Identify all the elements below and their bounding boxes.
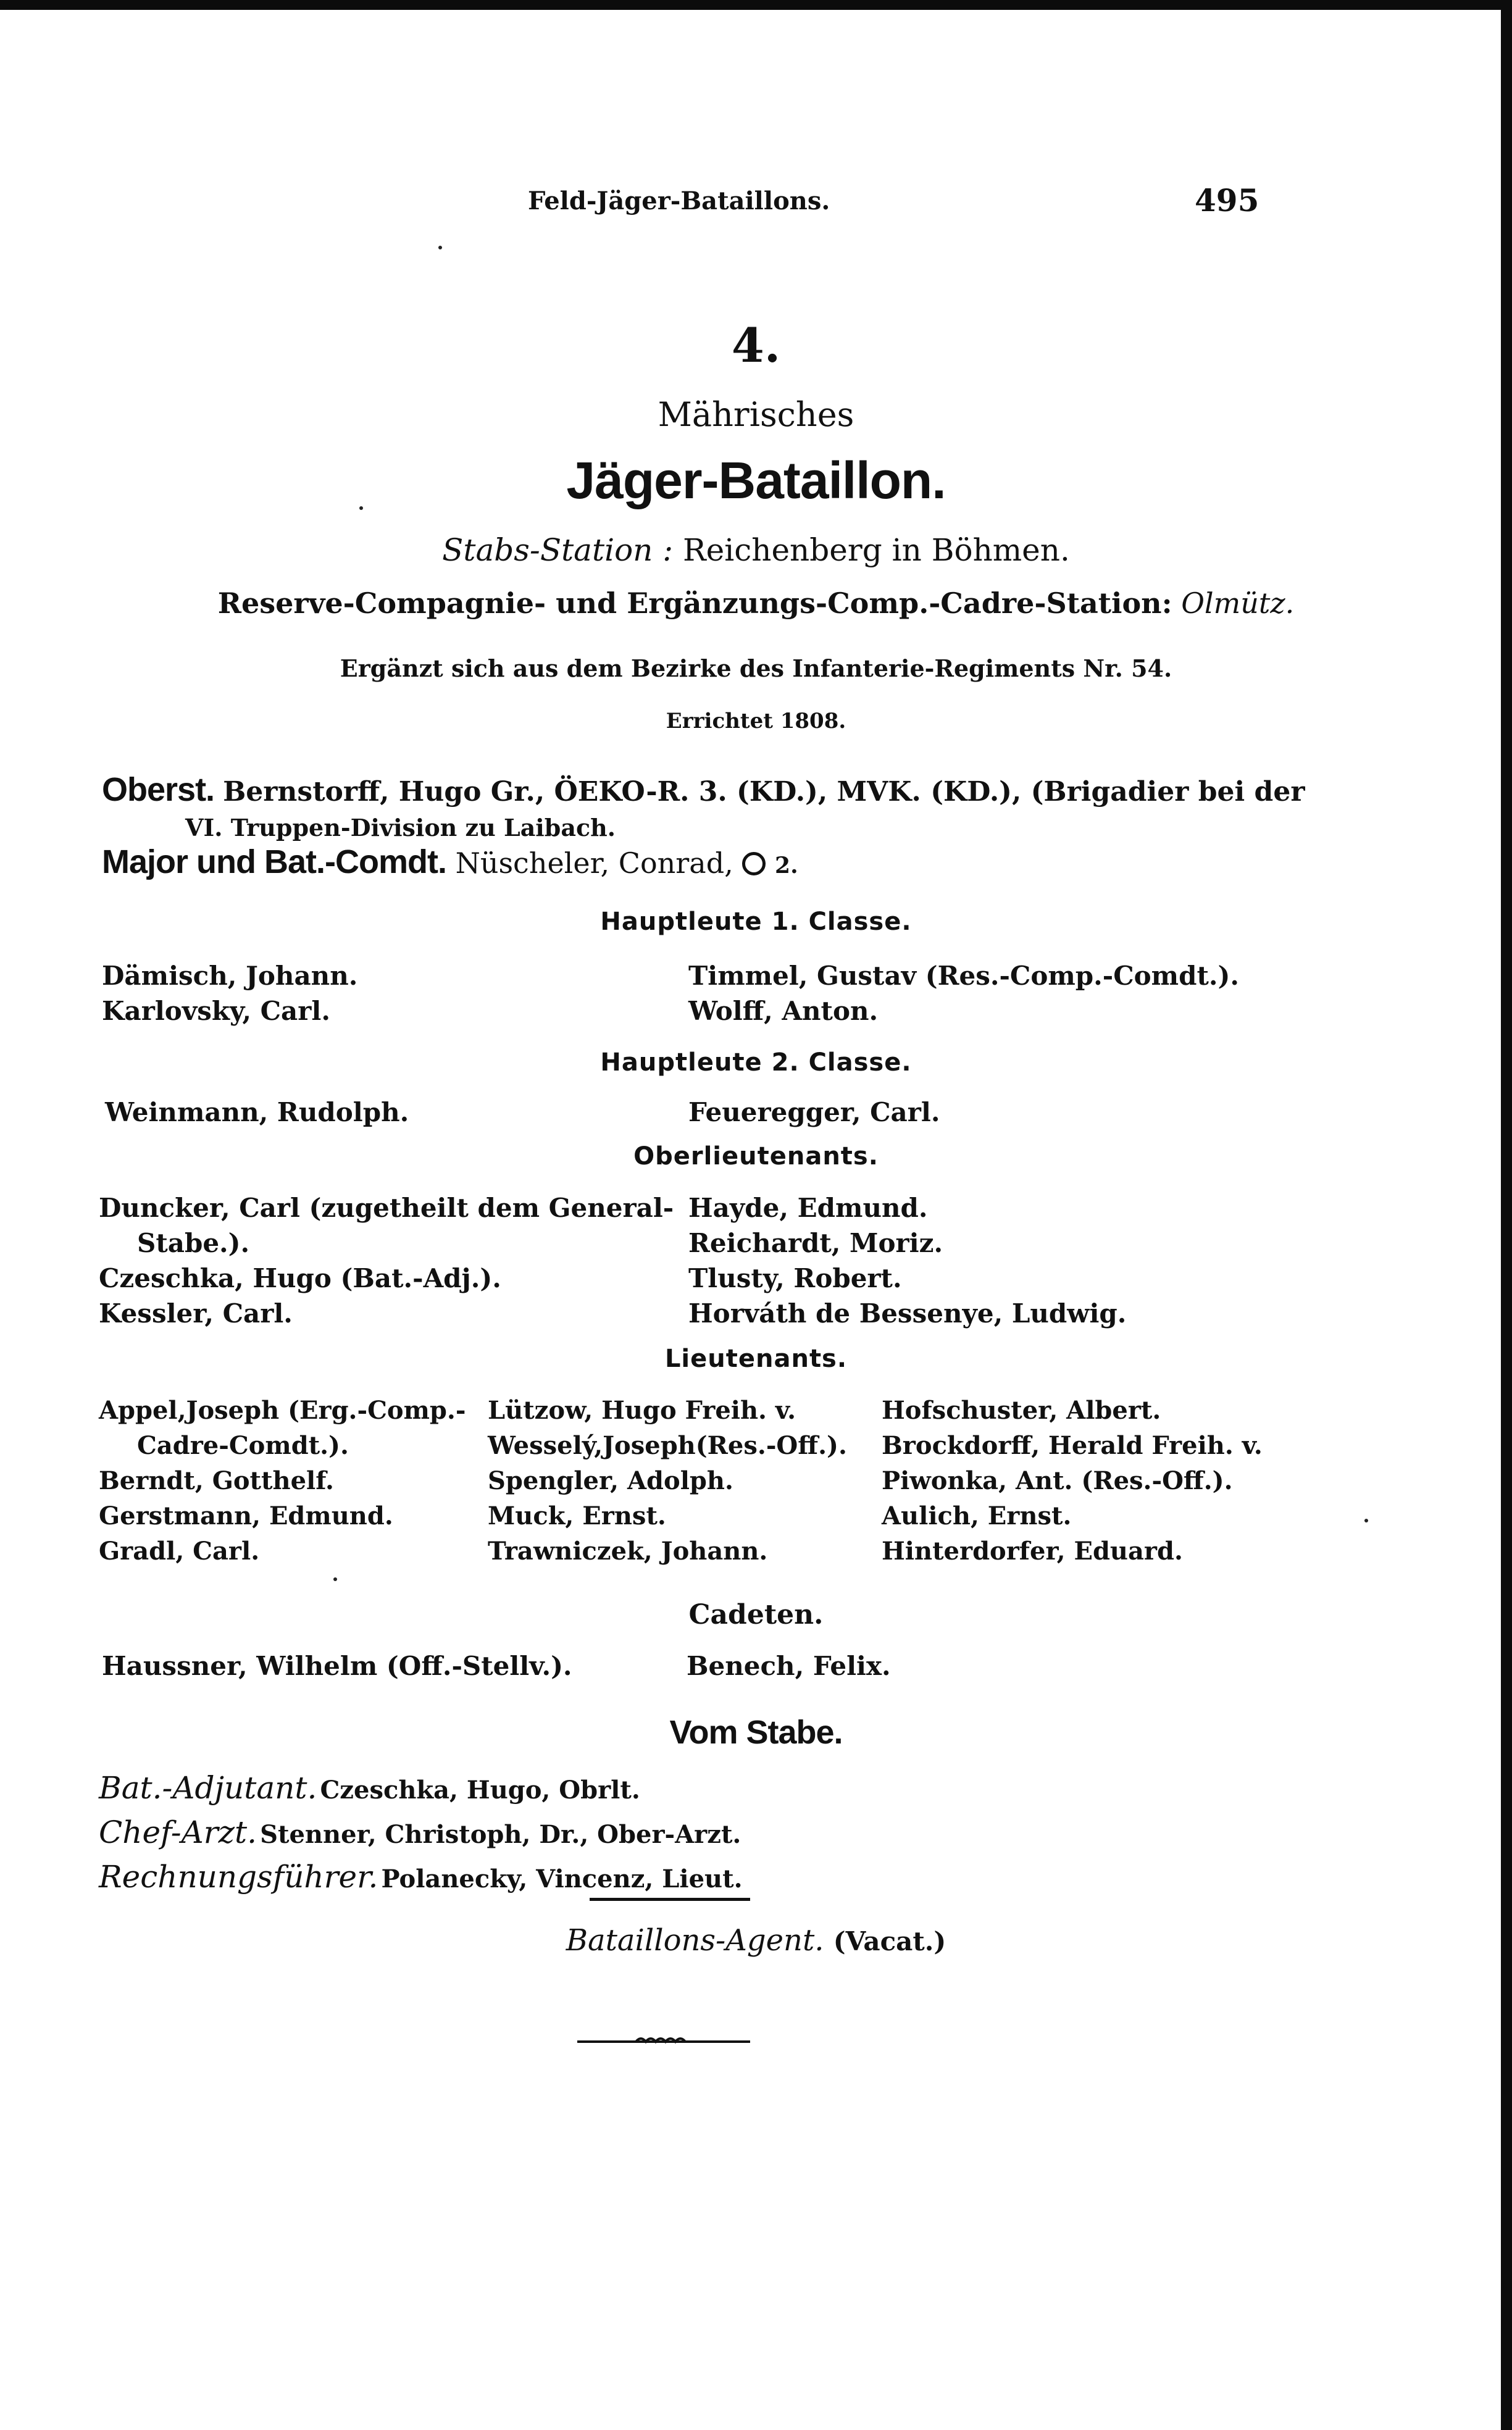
oberst-line-1 (102, 770, 1305, 809)
agent-value: (Vacat.) (833, 1926, 946, 1956)
stab-row (99, 1769, 743, 1814)
page-title: Jäger-Bataillon. (566, 451, 946, 509)
oberst-entry: Bernstorff, Hugo Gr., ÖEKO-R. 3. (KD.), MVK. (KD.), (Brigadier bei der (223, 776, 1305, 808)
lieutenants-heading: Lieutenants. (664, 1345, 848, 1373)
lieutenants-col-1 (99, 1393, 466, 1569)
stab-value: Stenner, Christoph, Dr., Ober-Arzt. (260, 1820, 741, 1849)
errichtet-line: Errichtet 1808. (666, 709, 846, 733)
page-number: 495 (1195, 182, 1259, 219)
title-line-1: Mährisches (658, 395, 854, 434)
list-item: Berndt, Gotthelf. (99, 1466, 334, 1495)
hauptleute-1-left (102, 958, 357, 1029)
stabs-station-value: Reichenberg in Böhmen. (683, 532, 1070, 568)
list-item: Feueregger, Carl. (688, 1097, 940, 1127)
list-item: Lützow, Hugo Freih. v. (488, 1396, 796, 1425)
list-item: Piwonka, Ant. (Res.-Off.). (882, 1466, 1233, 1495)
list-item: Wesselý,Joseph(Res.-Off.). (488, 1431, 847, 1460)
lieutenants-col-2 (488, 1393, 847, 1569)
hauptleute-2-right (688, 1095, 940, 1130)
agent-label: Bataillons-Agent. (566, 1923, 824, 1958)
list-item: Czeschka, Hugo (Bat.-Adj.). (99, 1263, 501, 1293)
oberst-line-2: VI. Truppen-Division zu Laibach. (185, 814, 616, 841)
scan-speck (333, 1577, 337, 1581)
agent-line (0, 1923, 1512, 1958)
major-rank: Major und Bat.-Comdt. (102, 843, 446, 880)
stab-label: Bat.-Adjutant. (99, 1770, 317, 1806)
list-item: Appel,Joseph (Erg.-Comp.- (99, 1396, 466, 1425)
list-item: Hayde, Edmund. (688, 1193, 928, 1223)
list-item: Tlusty, Robert. (688, 1263, 902, 1293)
list-item: Wolff, Anton. (688, 996, 879, 1026)
list-item: Timmel, Gustav (Res.-Comp.-Comdt.). (688, 961, 1239, 991)
list-item: Horváth de Bessenye, Ludwig. (688, 1298, 1127, 1329)
list-item: Stabe.). (137, 1228, 250, 1258)
stab-list (99, 1769, 743, 1903)
running-title: Feld-Jäger-Bataillons. (528, 186, 830, 215)
list-item: Kessler, Carl. (99, 1298, 293, 1329)
lieutenants-col-3 (882, 1393, 1263, 1569)
list-item: Duncker, Carl (zugetheilt dem General- (99, 1193, 674, 1223)
divider-rule (590, 1898, 750, 1901)
stab-row (99, 1858, 743, 1903)
list-item: Dämisch, Johann. (102, 961, 358, 991)
end-flourish (577, 2028, 750, 2053)
hauptleute-2-heading: Hauptleute 2. Classe. (600, 1048, 912, 1077)
hauptleute-1-heading: Hauptleute 1. Classe. (600, 908, 912, 936)
vom-stabe-heading: Vom Stabe. (669, 1714, 843, 1751)
stab-label: Chef-Arzt. (99, 1814, 257, 1850)
scan-speck (438, 246, 442, 249)
major-line (102, 843, 798, 881)
list-item: Gerstmann, Edmund. (99, 1501, 393, 1530)
stabs-station-label: Stabs-Station : (442, 532, 674, 568)
list-item: Aulich, Ernst. (882, 1501, 1072, 1530)
reserve-station-label: Reserve-Compagnie- und Ergänzungs-Comp.-Cadre-Station: (217, 587, 1172, 620)
ergaenzt-line: Ergänzt sich aus dem Bezirke des Infanterie-Regiments Nr. 54. (340, 654, 1172, 682)
order-circle-icon (742, 852, 766, 875)
list-item: Hofschuster, Albert. (882, 1396, 1161, 1425)
cadeten-left: Haussner, Wilhelm (Off.-Stellv.). (102, 1651, 572, 1681)
stab-value: Czeschka, Hugo, Obrlt. (320, 1776, 640, 1805)
cadeten-heading: Cadeten. (688, 1599, 824, 1630)
stabs-station-line (0, 532, 1512, 568)
reserve-station-line (0, 587, 1512, 620)
cadeten-right: Benech, Felix. (687, 1651, 891, 1681)
flourish-ornament-icon (577, 2028, 750, 2053)
scan-speck (359, 506, 363, 510)
list-item: Spengler, Adolph. (488, 1466, 733, 1495)
stab-row (99, 1814, 743, 1858)
list-item: Trawniczek, Johann. (488, 1537, 768, 1566)
stab-label: Rechnungsführer. (99, 1859, 378, 1895)
hauptleute-2-left (105, 1095, 409, 1130)
scan-speck (1364, 1519, 1368, 1522)
major-decoration-class: 2. (775, 853, 798, 879)
hauptleute-1-right (688, 958, 1239, 1029)
oberlieutenants-right (688, 1190, 1126, 1331)
reserve-station-value: Olmütz. (1181, 587, 1295, 620)
stab-value: Polanecky, Vincenz, Lieut. (381, 1864, 743, 1893)
list-item: Muck, Ernst. (488, 1501, 666, 1530)
list-item: Weinmann, Rudolph. (105, 1097, 409, 1127)
list-item: Brockdorff, Herald Freih. v. (882, 1431, 1263, 1460)
section-number: 4. (731, 318, 781, 373)
list-item: Hinterdorfer, Eduard. (882, 1537, 1183, 1566)
oberlieutenants-heading: Oberlieutenants. (633, 1142, 879, 1171)
oberst-rank: Oberst. (102, 771, 215, 808)
major-name: Nüscheler, Conrad, (455, 846, 733, 880)
list-item: Cadre-Comdt.). (137, 1431, 349, 1460)
list-item: Reichardt, Moriz. (688, 1228, 943, 1258)
oberlieutenants-left (99, 1190, 674, 1331)
list-item: Gradl, Carl. (99, 1537, 260, 1566)
list-item: Karlovsky, Carl. (102, 996, 330, 1026)
